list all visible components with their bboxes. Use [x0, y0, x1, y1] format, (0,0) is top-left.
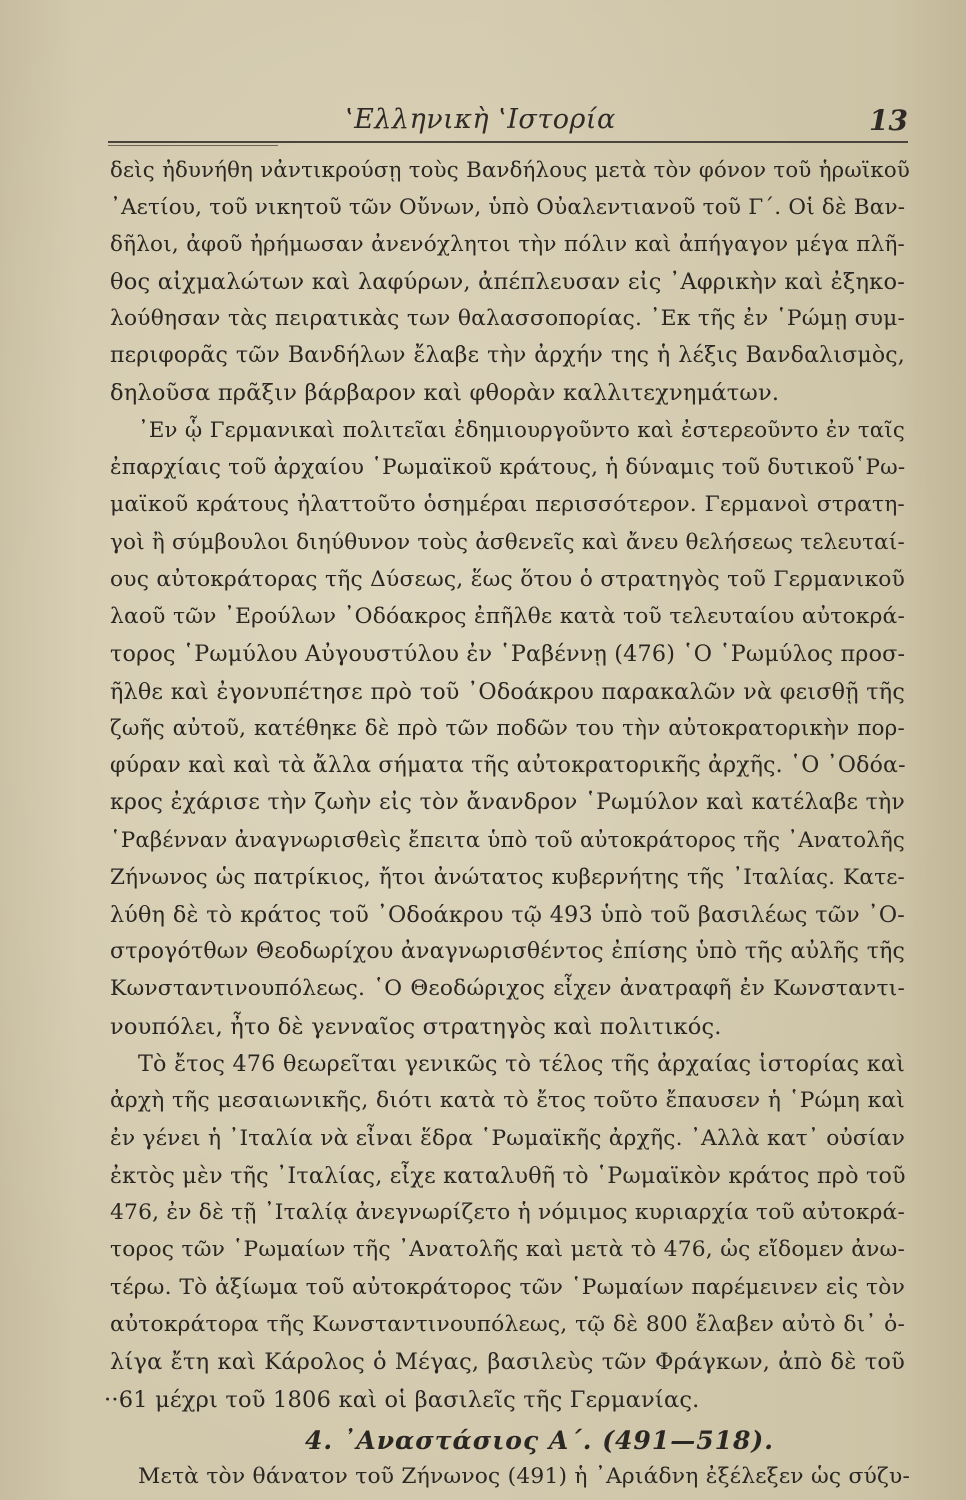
text-line: ἀρχὴ τῆς μεσαιωνικῆς, διότι κατὰ τὸ ἔτος τοῦτο ἔπαυσεν ἡ ῾Ρώμη καὶ — [110, 1088, 905, 1113]
text-line: ᾿Εν ᾧ Γερμανικαὶ πολιτεῖαι ἐδημιουργοῦντο καὶ ἐστερεοῦντο ἐν ταῖς — [138, 418, 905, 443]
text-line: λούθησαν τὰς πειρατικὰς των θαλασσοπορίας. ᾿Εκ τῆς ἐν ῾Ρώμῃ συμ- — [110, 306, 905, 331]
text-line: ῾Ραβένναν ἀναγνωρισθεὶς ἔπειτα ὑπὸ τοῦ αὐτοκράτορος τῆς ᾿Ανατολῆς — [110, 828, 905, 853]
text-line: Ζήνωνος ὡς πατρίκιος, ἤτοι ἀνώτατος κυβερνήτης τῆς ᾿Ιταλίας. Κατε- — [110, 865, 905, 890]
text-line: Τὸ ἔτος 476 θεωρεῖται γενικῶς τὸ τέλος τῆς ἀρχαίας ἱστορίας καὶ — [138, 1051, 905, 1077]
page-number: 13 — [869, 104, 908, 137]
text-line: ἐκτὸς μὲν τῆς ᾿Ιταλίας, εἶχε καταλυθῆ τὸ ῾Ρωμαϊκὸν κράτος πρὸ τοῦ — [110, 1163, 906, 1189]
running-title: ‛Ελληνικὴ ‛Ιστορία — [345, 104, 616, 135]
text-line: τορος τῶν ῾Ρωμαίων τῆς ᾿Ανατολῆς καὶ μετὰ τὸ 476, ὡς εἴδομεν ἀνω- — [110, 1237, 905, 1262]
text-line: ··61 μέχρι τοῦ 1806 καὶ οἱ βασιλεῖς τῆς Γερμανίας. — [104, 1387, 700, 1413]
text-line: θος αἰχμαλώτων καὶ λαφύρων, ἀπέπλευσαν εἰς ᾿Αφρικὴν καὶ ἐξηκο- — [110, 269, 905, 295]
text-line: λύθη δὲ τὸ κράτος τοῦ ᾿Οδοάκρου τῷ 493 ὑπὸ τοῦ βασιλέως τῶν ᾿Ο- — [110, 902, 905, 928]
text-line: Κωνσταντινουπόλεως. ῾Ο Θεοδώριχος εἶχεν ἀνατραφῆ ἐν Κωνσταντι- — [110, 976, 905, 1001]
text-line: ἐν γένει ἡ ᾿Ιταλία νὰ εἶναι ἕδρα ῾Ρωμαϊκῆς ἀρχῆς. ᾿Αλλὰ κατ᾿ οὐσίαν — [110, 1126, 905, 1151]
header-rule — [108, 141, 908, 143]
text-line: δηλοῦσα πρᾶξιν βάρβαρον καὶ φθορὰν καλλιτεχνημάτων. — [110, 380, 780, 406]
text-line: 476, ἐν δὲ τῇ ᾿Ιταλίᾳ ἀνεγνωρίζετο ἡ νόμιμος κυριαρχία τοῦ αὐτοκρά- — [110, 1200, 905, 1225]
text-line: λίγα ἔτη καὶ Κάρολος ὁ Μέγας, βασιλεὺς τῶν Φράγκων, ἀπὸ δὲ τοῦ — [110, 1349, 905, 1375]
text-line: περιφορᾶς τῶν Βανδήλων ἔλαβε τὴν ἀρχήν της ἡ λέξις Βανδαλισμὸς, — [110, 343, 905, 368]
text-line: δεὶς ἠδυνήθη νἀντικρούσῃ τοὺς Βανδήλους μετὰ τὸν φόνον τοῦ ἡρωϊκοῦ — [110, 158, 910, 183]
header-rule-accent — [108, 145, 278, 146]
text-line: ους αὐτοκράτορας τῆς Δύσεως, ἕως ὅτου ὁ στρατηγὸς τοῦ Γερμανικοῦ — [110, 567, 905, 592]
section-heading: 4. ᾿Αναστάσιος Α΄. (491—518). — [305, 1426, 774, 1455]
text-line: ῆλθε καὶ ἐγονυπέτησε πρὸ τοῦ ᾿Οδοάκρου παρακαλῶν νὰ φεισθῇ τῆς — [110, 679, 905, 705]
text-line: ἐπαρχίαις τοῦ ἀρχαίου ῾Ρωμαϊκοῦ κράτους, ἡ δύναμις τοῦ δυτικοῦ῾Ρω- — [110, 455, 906, 480]
text-line: ζωῆς αὐτοῦ, κατέθηκε δὲ πρὸ τῶν ποδῶν του τὴν αὐτοκρατορικὴν πορ- — [110, 716, 905, 741]
text-line: γοὶ ἢ σύμβουλοι διηύθυνον τοὺς ἀσθενεῖς καὶ ἄνευ θελήσεως τελευταί- — [110, 530, 905, 555]
text-line: τορος ῾Ρωμύλου Αὐγουστύλου ἐν ῾Ραβέννῃ (476) ῾Ο ῾Ρωμύλος προσ- — [110, 641, 906, 667]
text-line: ᾿Αετίου, τοῦ νικητοῦ τῶν Οὔνων, ὑπὸ Οὐαλεντιανοῦ τοῦ Γ΄. Οἱ δὲ Βαν- — [110, 195, 906, 220]
text-line: κρος ἐχάρισε τὴν ζωὴν εἰς τὸν ἄνανδρον ῾Ρωμύλον καὶ κατέλαβε τὴν — [110, 790, 905, 815]
page-header — [100, 104, 910, 138]
text-line: μαϊκοῦ κράτους ἠλαττοῦτο ὁσημέραι περισσότερον. Γερμανοὶ στρατη- — [110, 492, 905, 517]
text-line: φύραν καὶ καὶ τὰ ἄλλα σήματα τῆς αὐτοκρατορικῆς ἀρχῆς. ῾Ο ᾿Οδόα- — [110, 753, 906, 778]
text-line: στρογότθων Θεοδωρίχου ἀναγνωρισθέντος ἐπίσης ὑπὸ τῆς αὐλῆς τῆς — [110, 939, 905, 964]
text-line: νουπόλει, ἦτο δὲ γενναῖος στρατηγὸς καὶ πολιτικός. — [110, 1014, 722, 1040]
text-line: λαοῦ τῶν ᾿Ερούλων ᾿Οδόακρος ἐπῆλθε κατὰ τοῦ τελευταίου αὐτοκρά- — [110, 604, 905, 629]
text-line: δῆλοι, ἀφοῦ ἠρήμωσαν ἀνενόχλητοι τὴν πόλιν καὶ ἀπήγαγον μέγα πλῆ- — [110, 232, 905, 257]
text-line: αὐτοκράτορα τῆς Κωνσταντινουπόλεως, τῷ δὲ 800 ἔλαβεν αὐτὸ δι᾿ ὀ- — [110, 1312, 905, 1337]
text-line: τέρω. Τὸ ἀξίωμα τοῦ αὐτοκράτορος τῶν ῾Ρωμαίων παρέμεινεν εἰς τὸν — [110, 1275, 905, 1300]
text-line-last: Μετὰ τὸν θάνατον τοῦ Ζήνωνος (491) ἡ ᾿Αριάδνη ἐξέλεξεν ὡς σύζυ- — [138, 1464, 910, 1489]
